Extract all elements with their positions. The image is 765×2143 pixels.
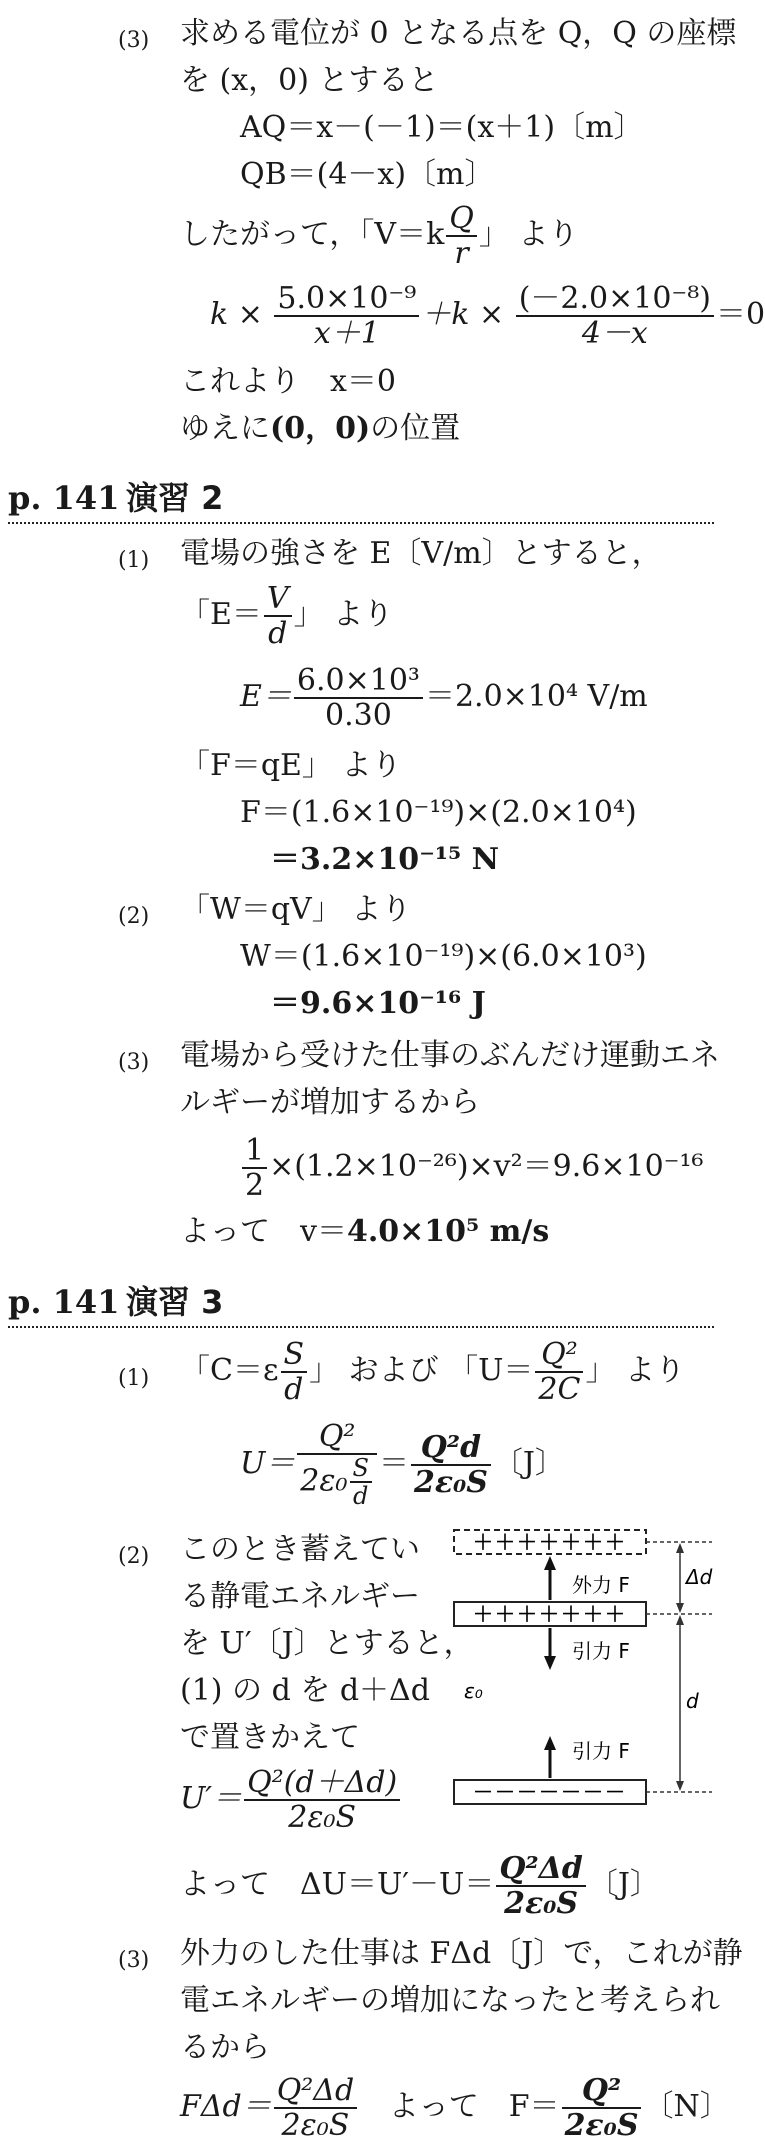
term: ＝0 xyxy=(716,297,765,332)
fraction xyxy=(242,1134,267,1202)
fraction-numerator: S xyxy=(281,1338,308,1373)
v-rule-pre: したがって，「V＝k xyxy=(180,217,445,252)
question-number: (3) xyxy=(118,28,150,53)
text-line: 「W＝qV」 より xyxy=(180,892,412,927)
fraction-numerator: Q²Δd xyxy=(274,2074,358,2109)
fraction xyxy=(411,1431,491,1499)
text-line: を (x，0) とすると xyxy=(180,63,439,98)
fraction-denominator: 2ε₀S xyxy=(504,1886,579,1921)
fraction xyxy=(516,282,714,350)
fraction-numerator: 5.0×10⁻⁹ xyxy=(274,282,419,317)
fraction-numerator: Q²(d＋Δd) xyxy=(244,1766,400,1801)
text-line: 電場から受けた仕事のぶんだけ運動エネ xyxy=(180,1038,720,1073)
arrowhead-up-icon xyxy=(544,1736,556,1750)
fraction xyxy=(294,664,423,732)
text: 」 および 「U＝ xyxy=(309,1353,534,1388)
fraction xyxy=(496,1852,586,1920)
equation-e-value xyxy=(240,664,648,732)
question-number: (1) xyxy=(118,548,150,573)
fraction-denominator: 2ε₀S xyxy=(288,1800,357,1835)
text: ＝ xyxy=(378,1445,409,1481)
text: E＝ xyxy=(240,679,292,714)
arrowhead-icon xyxy=(676,1781,684,1791)
equation-v-rule xyxy=(180,202,578,270)
term: ＋k × xyxy=(421,297,505,332)
question-number: (2) xyxy=(118,904,150,929)
answer: (0，0) xyxy=(270,411,371,446)
equation-kinetic xyxy=(240,1134,704,1202)
text-line: これより x＝0 xyxy=(180,364,397,399)
page-reference: p. 141 xyxy=(8,479,120,517)
text: U′＝ xyxy=(180,1781,243,1816)
text-line: るから xyxy=(180,2030,270,2065)
answer-line xyxy=(180,1212,549,1252)
fraction-numerator: S xyxy=(350,1455,372,1483)
arrowhead-icon xyxy=(676,1615,684,1625)
text-line: 電場の強さを E〔V/m〕とすると， xyxy=(180,536,662,571)
fraction-numerator: 6.0×10³ xyxy=(294,664,423,699)
text-line: を U′〔J〕とすると， xyxy=(180,1626,474,1661)
arrowhead-icon xyxy=(676,1603,684,1613)
fraction-numerator: 1 xyxy=(242,1134,267,1169)
label-d: d xyxy=(686,1689,699,1713)
fraction-numerator: (－2.0×10⁻⁸) xyxy=(516,282,714,317)
unit: 〔J〕 xyxy=(587,1867,660,1902)
fraction xyxy=(244,1766,400,1834)
equation-potential-sum xyxy=(210,282,765,350)
fraction-denominator: d xyxy=(268,616,288,651)
fraction xyxy=(274,282,419,350)
plus-signs: ＋＋＋＋＋＋＋ xyxy=(473,1602,627,1626)
equation-e-rule xyxy=(180,582,393,650)
label-epsilon: ε₀ xyxy=(464,1679,483,1703)
plus-signs-top: ＋＋＋＋＋＋＋ xyxy=(473,1530,627,1554)
fraction-numerator: Q²Δd xyxy=(496,1852,586,1887)
fraction-denominator: 0.30 xyxy=(325,698,392,733)
question-number: (1) xyxy=(118,1366,150,1391)
divider xyxy=(8,1326,714,1328)
fraction xyxy=(350,1455,372,1510)
divider xyxy=(8,522,714,524)
answer: ＝9.6×10⁻¹⁶ J xyxy=(270,986,486,1021)
label-attract-top: 引力 F xyxy=(572,1639,630,1663)
text-line: 「F＝qE」 より xyxy=(180,748,402,783)
unit: 〔N〕 xyxy=(643,2089,730,2124)
term: k × xyxy=(210,297,263,332)
text: 」 より xyxy=(585,1353,686,1388)
text-line: で置きかえて xyxy=(180,1720,360,1755)
answer-line xyxy=(180,409,460,449)
label-external-force: 外力 F xyxy=(572,1573,630,1597)
text: 「C＝ε xyxy=(180,1353,279,1388)
text: よって F＝ xyxy=(388,2089,560,2124)
text: ×(1.2×10⁻²⁶)×v²＝9.6×10⁻¹⁶ xyxy=(269,1149,704,1184)
equation: W＝(1.6×10⁻¹⁹)×(6.0×10³) xyxy=(240,939,647,974)
answer: ＝3.2×10⁻¹⁵ N xyxy=(270,842,500,877)
unit: 〔J〕 xyxy=(492,1445,565,1481)
fraction-denominator: 2ε₀S xyxy=(564,2108,639,2143)
text: よって ΔU＝U′－U＝ xyxy=(180,1867,495,1902)
fraction-denominator xyxy=(297,1455,377,1510)
fraction-denominator: 2 xyxy=(245,1168,265,1203)
arrowhead-up-icon xyxy=(544,1556,556,1570)
fraction-numerator: Q xyxy=(446,202,477,237)
fraction-numerator: V xyxy=(264,582,292,617)
fraction xyxy=(264,582,292,650)
text: の位置 xyxy=(370,411,461,446)
fraction-denominator: 2ε₀S xyxy=(413,1464,488,1500)
text-line: 求める電位が 0 となる点を Q，Q の座標 xyxy=(180,16,737,51)
text-line: (1) の d を d＋Δd xyxy=(180,1673,430,1708)
text: 2ε₀ xyxy=(300,1463,348,1499)
text: 」 より xyxy=(293,597,394,632)
equation-aq: AQ＝x－(－1)＝(x＋1)〔m〕 xyxy=(240,110,644,145)
equation-u-value xyxy=(240,1420,565,1510)
text-line: このとき蓄えてい xyxy=(180,1532,420,1567)
text: よって v＝ xyxy=(180,1214,347,1249)
fraction xyxy=(446,202,477,270)
label-delta-d: Δd xyxy=(686,1565,713,1589)
fraction-denominator: r xyxy=(454,236,469,271)
arrowhead-down-icon xyxy=(544,1656,556,1670)
text-line: ルギーが増加するから xyxy=(180,1085,480,1120)
fraction xyxy=(562,2074,642,2142)
label-attract-bottom: 引力 F xyxy=(572,1739,630,1763)
section-title: 演習 3 xyxy=(126,1283,224,1321)
fraction-numerator: Q² xyxy=(562,2074,642,2109)
text: ゆえに xyxy=(180,411,270,446)
fraction-denominator: 2ε₀S xyxy=(281,2108,350,2143)
text-line: 電エネルギーの増加になったと考えられ xyxy=(180,1983,720,2018)
fraction-denominator: d xyxy=(284,1372,304,1407)
answer: 4.0×10⁵ m/s xyxy=(346,1214,550,1249)
capacitor-diagram xyxy=(440,1526,716,1812)
equation-qb: QB＝(4－x)〔m〕 xyxy=(240,157,495,192)
fraction-numerator: Q²d xyxy=(411,1431,491,1466)
text: FΔd＝ xyxy=(180,2089,272,2124)
equation-force xyxy=(180,2074,730,2142)
text-line: 外力のした仕事は FΔd〔J〕で，これが静 xyxy=(180,1936,743,1971)
text: ＝2.0×10⁴ V/m xyxy=(424,679,648,714)
equation-u-prime xyxy=(180,1766,402,1834)
arrowhead-icon xyxy=(676,1543,684,1553)
text: 「E＝ xyxy=(180,597,262,632)
question-number: (3) xyxy=(118,1050,150,1075)
equation: F＝(1.6×10⁻¹⁹)×(2.0×10⁴) xyxy=(240,795,637,830)
text-line: る静電エネルギー xyxy=(180,1579,420,1614)
equation-c-rule xyxy=(180,1338,685,1406)
fraction-numerator: Q² xyxy=(535,1338,583,1373)
question-number: (3) xyxy=(118,1948,150,1973)
v-rule-post: 」 より xyxy=(478,217,579,252)
fraction xyxy=(297,1420,377,1510)
fraction-denominator: x＋1 xyxy=(313,316,380,351)
minus-signs: －－－－－－－ xyxy=(473,1780,627,1804)
text: U＝ xyxy=(240,1445,296,1481)
fraction-denominator: 4－x xyxy=(581,316,648,351)
fraction-denominator: 2C xyxy=(538,1372,581,1407)
section-title: 演習 2 xyxy=(126,479,224,517)
question-number: (2) xyxy=(118,1544,150,1569)
fraction-denominator: d xyxy=(353,1482,369,1511)
fraction xyxy=(281,1338,308,1406)
page-reference: p. 141 xyxy=(8,1283,120,1321)
fraction xyxy=(535,1338,583,1406)
fraction-numerator: Q² xyxy=(297,1420,377,1455)
fraction xyxy=(274,2074,358,2142)
equation-delta-u xyxy=(180,1850,660,1920)
